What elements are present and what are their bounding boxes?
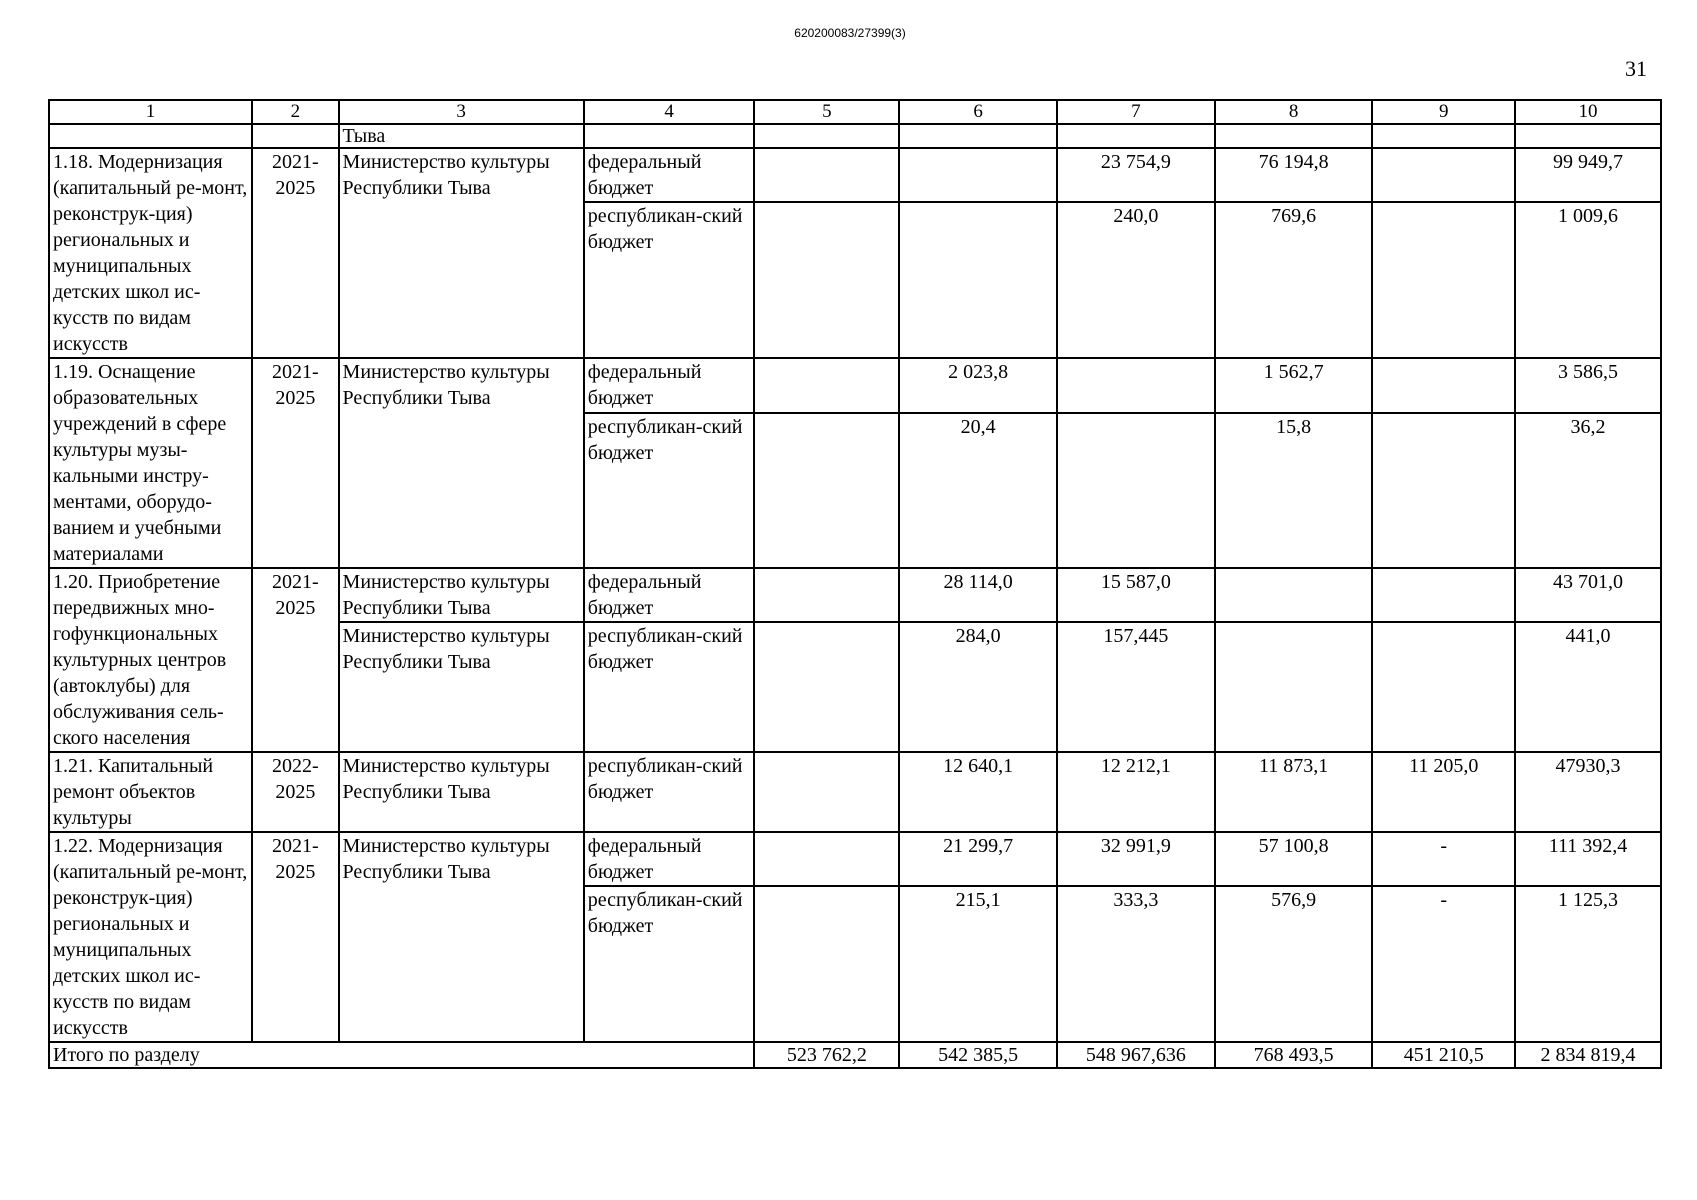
value-cell: [754, 622, 899, 752]
table-cell: [899, 124, 1057, 148]
measure-executor: Министерство культуры Республики Тыва: [339, 752, 584, 832]
value-cell: 12 212,1: [1057, 752, 1215, 832]
value-cell: [754, 886, 899, 1042]
measure-name: 1.18. Модернизация (капитальный ре-монт, реконструк-ция) региональных и муниципальных детских школ ис-кусств по видам искусств: [49, 148, 252, 358]
table-cell: [1515, 124, 1661, 148]
value-cell: [1372, 148, 1515, 202]
value-cell: 21 299,7: [899, 832, 1057, 886]
document-id: 620200083/27399(3): [794, 26, 906, 40]
value-cell: -: [1372, 886, 1515, 1042]
table-cell: [1372, 124, 1515, 148]
value-cell: 769,6: [1215, 202, 1373, 358]
funding-source: республикан-ский бюджет: [584, 413, 755, 568]
total-label: Итого по разделу: [49, 1042, 754, 1068]
value-cell: 1 009,6: [1515, 202, 1661, 358]
column-header: 9: [1372, 100, 1515, 124]
value-cell: 23 754,9: [1057, 148, 1215, 202]
measure-period: 2021-2025: [252, 832, 338, 1042]
measure-executor: Министерство культуры Республики Тыва: [339, 358, 584, 568]
value-cell: 3 586,5: [1515, 358, 1661, 413]
column-header: 1: [49, 100, 252, 124]
value-cell: [1372, 568, 1515, 622]
value-cell: 15,8: [1215, 413, 1373, 568]
total-value: 451 210,5: [1372, 1042, 1515, 1068]
value-cell: 32 991,9: [1057, 832, 1215, 886]
column-header: 5: [754, 100, 899, 124]
measure-name: 1.22. Модернизация (капитальный ре-монт, реконструк-ция) региональных и муниципальных детских школ ис-кусств по видам искусств: [49, 832, 252, 1042]
funding-source: республикан-ский бюджет: [584, 202, 755, 358]
table-cell: [584, 124, 755, 148]
value-cell: 441,0: [1515, 622, 1661, 752]
value-cell: 99 949,7: [1515, 148, 1661, 202]
funding-source: федеральный бюджет: [584, 832, 755, 886]
value-cell: 11 873,1: [1215, 752, 1373, 832]
table-cell: [754, 124, 899, 148]
value-cell: 20,4: [899, 413, 1057, 568]
column-header: 8: [1215, 100, 1373, 124]
value-cell: 36,2: [1515, 413, 1661, 568]
value-cell: 1 125,3: [1515, 886, 1661, 1042]
value-cell: 576,9: [1215, 886, 1373, 1042]
value-cell: 11 205,0: [1372, 752, 1515, 832]
value-cell: [1372, 358, 1515, 413]
total-value: 768 493,5: [1215, 1042, 1373, 1068]
value-cell: 1 562,7: [1215, 358, 1373, 413]
measure-executor: Министерство культуры Республики Тыва: [339, 832, 584, 1042]
column-header: 7: [1057, 100, 1215, 124]
column-header: 6: [899, 100, 1057, 124]
measure-name: 1.21. Капитальный ремонт объектов культуры: [49, 752, 252, 832]
carryover-text: Тыва: [339, 124, 584, 148]
table-row: [49, 568, 1661, 622]
value-cell: [1057, 413, 1215, 568]
value-cell: [754, 148, 899, 202]
table-row: [49, 832, 1661, 886]
value-cell: 111 392,4: [1515, 832, 1661, 886]
total-row: [49, 1042, 1661, 1068]
table-cell: [1057, 124, 1215, 148]
measure-period: 2021-2025: [252, 568, 338, 752]
value-cell: [1215, 568, 1373, 622]
column-header: 10: [1515, 100, 1661, 124]
column-header: 2: [252, 100, 338, 124]
value-cell: [754, 752, 899, 832]
table-cell: [49, 124, 252, 148]
value-cell: 12 640,1: [899, 752, 1057, 832]
total-value: 542 385,5: [899, 1042, 1057, 1068]
value-cell: 28 114,0: [899, 568, 1057, 622]
value-cell: [754, 202, 899, 358]
value-cell: 240,0: [1057, 202, 1215, 358]
value-cell: [754, 413, 899, 568]
measure-name: 1.20. Приобретение передвижных мно-гофункциональных культурных центров (автоклубы) для обслуживания сель-ского населения: [49, 568, 252, 752]
value-cell: [1057, 358, 1215, 413]
table-cell: [1215, 124, 1373, 148]
value-cell: [754, 832, 899, 886]
total-value: 548 967,636: [1057, 1042, 1215, 1068]
value-cell: 333,3: [1057, 886, 1215, 1042]
value-cell: [1215, 622, 1373, 752]
value-cell: [1372, 413, 1515, 568]
value-cell: [899, 202, 1057, 358]
value-cell: 43 701,0: [1515, 568, 1661, 622]
value-cell: [899, 148, 1057, 202]
value-cell: 57 100,8: [1215, 832, 1373, 886]
table-row: [49, 358, 1661, 413]
measure-executor: Министерство культуры Республики Тыва: [339, 622, 584, 752]
column-header: 4: [584, 100, 755, 124]
value-cell: [1372, 622, 1515, 752]
value-cell: 284,0: [899, 622, 1057, 752]
value-cell: 15 587,0: [1057, 568, 1215, 622]
value-cell: 215,1: [899, 886, 1057, 1042]
header-row: [49, 100, 1661, 124]
funding-source: федеральный бюджет: [584, 358, 755, 413]
budget-table: [48, 99, 1662, 1069]
funding-source: федеральный бюджет: [584, 148, 755, 202]
total-value: 2 834 819,4: [1515, 1042, 1661, 1068]
measure-executor: Министерство культуры Республики Тыва: [339, 568, 584, 622]
column-header: 3: [339, 100, 584, 124]
carryover-row: [49, 124, 1661, 148]
measure-executor: Министерство культуры Республики Тыва: [339, 148, 584, 358]
value-cell: 2 023,8: [899, 358, 1057, 413]
total-value: 523 762,2: [754, 1042, 899, 1068]
value-cell: 47930,3: [1515, 752, 1661, 832]
table-cell: [252, 124, 338, 148]
funding-source: республикан-ский бюджет: [584, 752, 755, 832]
funding-source: республикан-ский бюджет: [584, 622, 755, 752]
funding-source: республикан-ский бюджет: [584, 886, 755, 1042]
measure-period: 2022-2025: [252, 752, 338, 832]
table-row: [49, 148, 1661, 202]
value-cell: [1372, 202, 1515, 358]
value-cell: 76 194,8: [1215, 148, 1373, 202]
value-cell: -: [1372, 832, 1515, 886]
funding-source: федеральный бюджет: [584, 568, 755, 622]
measure-name: 1.19. Оснащение образовательных учреждений в сфере культуры музы-кальными инстру-ментами, оборудо-ванием и учебными материалами: [49, 358, 252, 568]
value-cell: [754, 568, 899, 622]
table-row: [49, 752, 1661, 832]
measure-period: 2021-2025: [252, 358, 338, 568]
value-cell: 157,445: [1057, 622, 1215, 752]
value-cell: [754, 358, 899, 413]
page-number: 31: [1625, 56, 1647, 81]
measure-period: 2021-2025: [252, 148, 338, 358]
